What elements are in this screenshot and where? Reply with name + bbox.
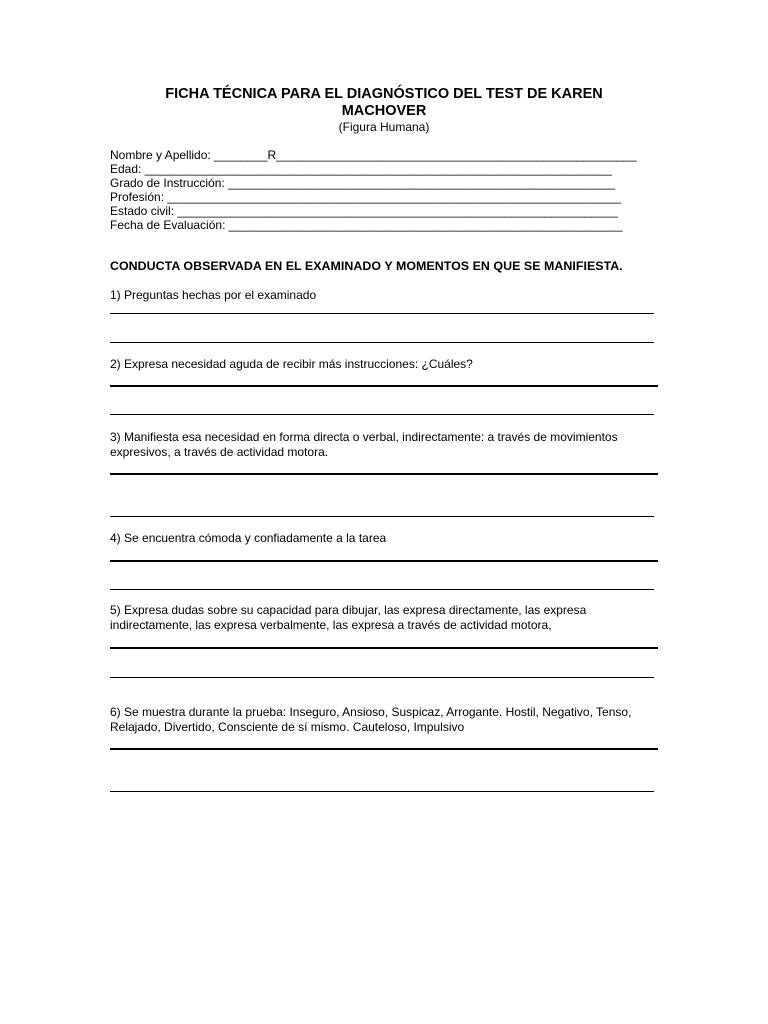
field-fecha-evaluacion: Fecha de Evaluación: ___________________________________________________________ xyxy=(110,218,623,232)
document-title-line-1: FICHA TÉCNICA PARA EL DIAGNÓSTICO DEL TEST DE KAREN xyxy=(165,86,603,102)
field-profesion: Profesión: ____________________________________________________________________ xyxy=(110,190,622,204)
question-2: 2) Expresa necesidad aguda de recibir más instrucciones: ¿Cuáles? xyxy=(110,357,473,371)
field-estado-civil: Estado civil: __________________________________________________________________ xyxy=(110,204,618,218)
answer-line xyxy=(110,677,654,678)
answer-line xyxy=(110,342,654,343)
question-1: 1) Preguntas hechas por el examinado xyxy=(110,288,317,302)
answer-line xyxy=(110,791,654,792)
question-5: 5) Expresa dudas sobre su capacidad para dibujar, las expresa directamente, las expresa indirectamente, las expresa verbalmente, las expresa a través de actividad motora, xyxy=(110,603,587,632)
field-edad: Edad: ______________________________________________________________________ xyxy=(110,162,612,176)
answer-line xyxy=(110,385,658,387)
question-3: 3) Manifiesta esa necesidad en forma directa o verbal, indirectamente: a través de movimientos expresivos, a través de actividad motora. xyxy=(110,430,618,459)
answer-line xyxy=(110,748,658,750)
answer-line xyxy=(110,647,658,649)
field-nombre-apellido: Nombre y Apellido: ________R______________________________________________________ xyxy=(110,148,637,162)
document-title-line-2: MACHOVER xyxy=(341,103,427,119)
document-subtitle: (Figura Humana) xyxy=(338,120,430,134)
answer-line xyxy=(110,313,654,314)
question-6: 6) Se muestra durante la prueba: Inseguro, Ansioso, Suspicaz, Arrogante. Hostil, Negativo, Tenso, Relajado, Divertido, Consciente de sí mismo. Cauteloso, Impulsivo xyxy=(110,705,632,734)
section-heading: CONDUCTA OBSERVADA EN EL EXAMINADO Y MOMENTOS EN QUE SE MANIFIESTA. xyxy=(110,259,623,273)
field-grado-instruccion: Grado de Instrucción: __________________________________________________________ xyxy=(110,176,616,190)
answer-line xyxy=(110,516,654,517)
answer-line xyxy=(110,414,654,415)
answer-line xyxy=(110,473,658,475)
question-4: 4) Se encuentra cómoda y confiadamente a la tarea xyxy=(110,531,387,545)
answer-line xyxy=(110,589,654,590)
answer-line xyxy=(110,560,658,562)
